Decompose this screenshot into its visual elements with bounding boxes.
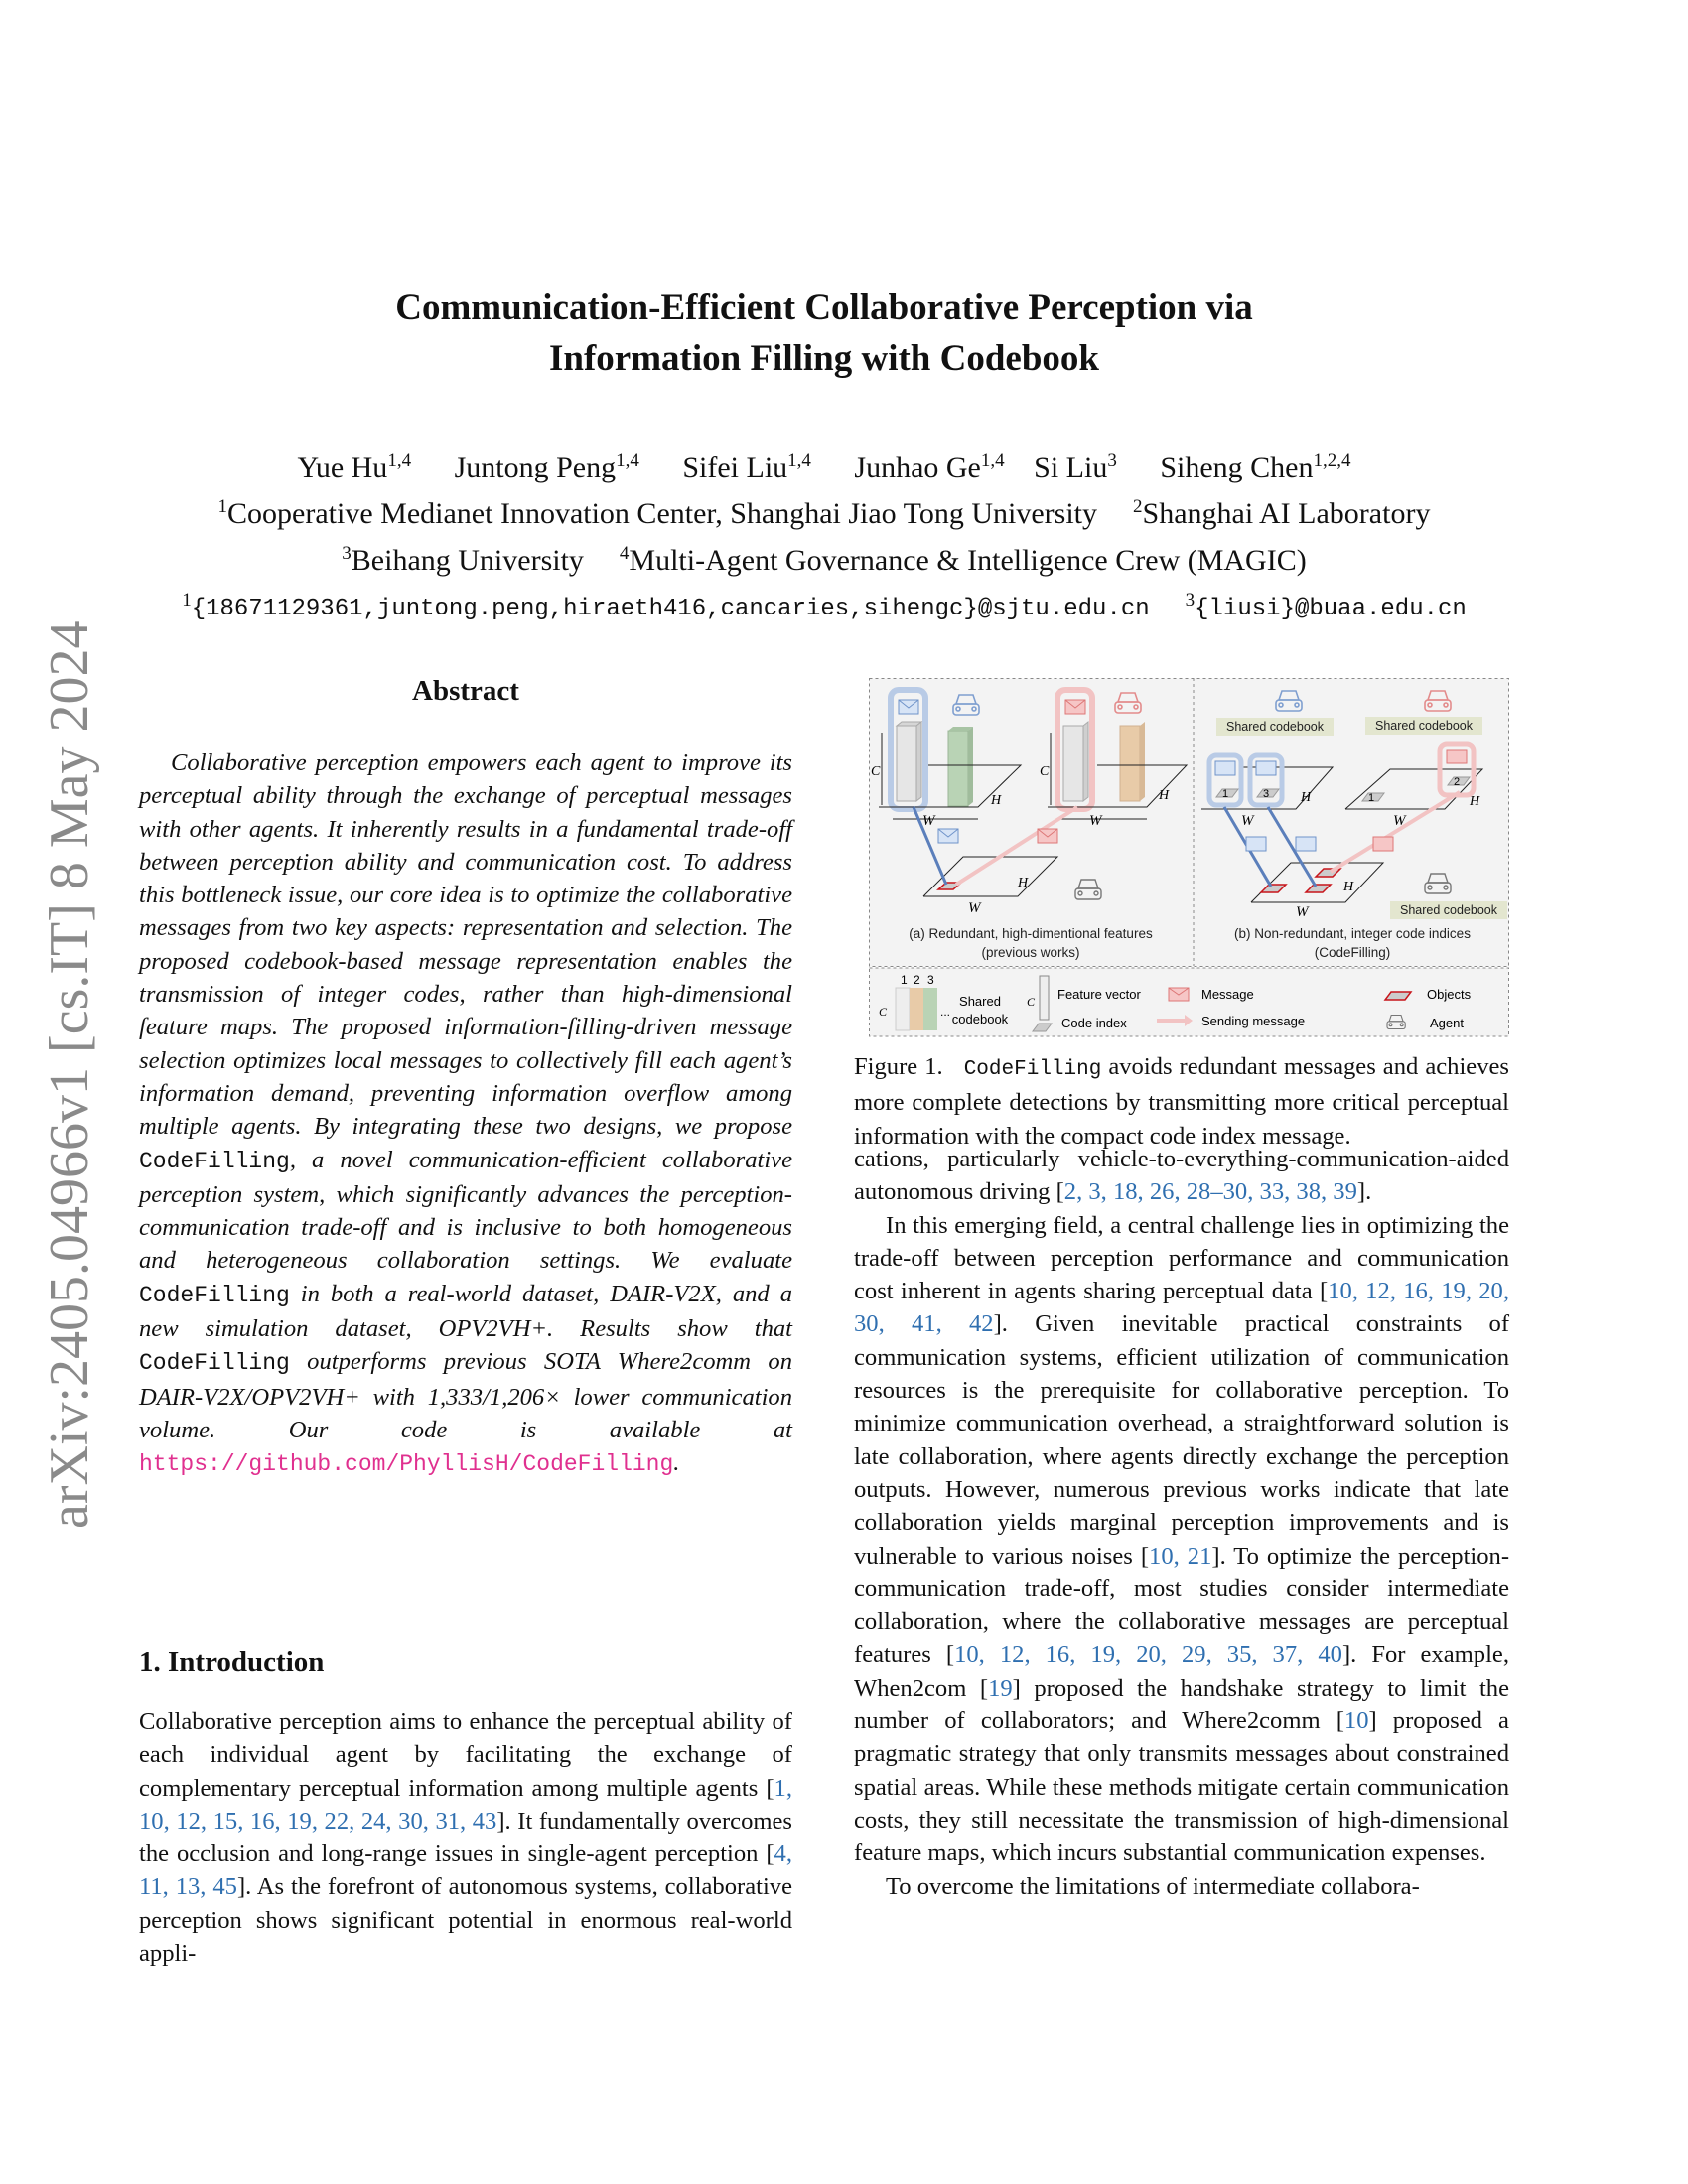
citation-links[interactable]: 4, 11, 13, 45 — [139, 1841, 792, 1901]
svg-text:C: C — [1027, 995, 1036, 1009]
github-link[interactable]: https://github.com/PhyllisH/CodeFilling — [139, 1451, 674, 1478]
section-heading-introduction: 1. Introduction — [139, 1646, 325, 1678]
citation-links[interactable]: 10, 12, 16, 19, 20, 30, 41, 42 — [854, 1278, 1510, 1338]
citation-links[interactable]: 10, 12, 16, 19, 20, 29, 35, 37, 40 — [954, 1641, 1342, 1669]
svg-text:3: 3 — [1262, 788, 1270, 800]
author-block — [0, 441, 1648, 629]
abstract-heading: Abstract — [412, 675, 519, 707]
author: Yue Hu$^{1,4}$ — [297, 450, 412, 483]
author: Sifei Liu$^{1,4}$ — [682, 450, 811, 483]
author: Junhao Ge$^{1,4}$ — [854, 450, 1005, 483]
svg-text:C: C — [871, 764, 881, 779]
right-column-body — [854, 1143, 1509, 1903]
citation-link[interactable]: 19 — [988, 1674, 1013, 1702]
system-name: CodeFilling — [139, 1350, 290, 1377]
intro-paragraph: Collaborative perception aims to enhance the perceptual ability of each individual agent by facilitating the exchange of complementary perceptual information among multiple agents [1, 10, 12, 15, 16, 19, 22, 24, 30, 31, 43]. It fundamentally overcomes the occlusion and long-range issues in single-agent perception [4, 11, 13, 45]. As the forefront of autonomous systems, collaborative perception shows significant potential in enormous real-world appli- — [139, 1708, 792, 1968]
author: Juntong Peng$^{1,4}$ — [454, 450, 639, 483]
svg-text:H: H — [1018, 876, 1029, 890]
svg-text:1: 1 — [1367, 792, 1375, 804]
svg-text:...: ... — [940, 1005, 951, 1019]
svg-text:(a) Redundant, high-dimentiona: (a) Redundant, high-dimentional features — [909, 926, 1153, 941]
svg-text:W: W — [922, 813, 935, 829]
figure-caption: Figure 1. CodeFilling avoids redundant messages and achieves more complete detections by transmitting more critical perceptual information with the compact code index message. — [854, 1053, 1509, 1150]
svg-text:Sending message: Sending message — [1201, 1014, 1306, 1028]
svg-text:Feature vector: Feature vector — [1057, 987, 1141, 1002]
svg-text:Objects: Objects — [1427, 987, 1472, 1002]
affiliation-line-2: $^3$Beihang University $^4$Multi-Agent Governance & Intelligence Crew (MAGIC) — [342, 543, 1307, 577]
svg-text:H: H — [1159, 788, 1170, 803]
svg-text:1: 1 — [1221, 788, 1229, 800]
abstract-paragraph: Collaborative perception empowers each agent to improve its perceptual ability through the exchange of perceptual messages with other agents. It inherently results in a fundamental trade-off between perception ability and communication cost. To address this bottleneck issue, our core idea is to optimize the collaborative messages from two key aspects: representation and selection. The proposed codebook-based message representation enables the transmission of integer codes, rather than high-dimensional feature maps. The proposed information-filling-driven message selection optimizes local messages to collectively fill each agent’s information demand, preventing information overflow among multiple agents. By integrating these two designs, we propose CodeFilling, a novel communication-efficient collaborative perception system, which significantly advances the perception-communication trade-off and is inclusive to both homogeneous and heterogeneous collaboration settings. We evaluate CodeFilling in both a real-world dataset, DAIR-V2X, and a new simulation dataset, OPV2VH+. Results show that CodeFilling outperforms previous SOTA Where2comm on DAIR-V2X/OPV2VH+ with 1,333/1,206× lower communication volume. Our code is available at https://github.com/PhyllisH/CodeFilling. — [139, 750, 792, 1478]
email-buaa: {liusi}@buaa.edu.cn — [1195, 596, 1467, 622]
system-name: CodeFilling — [139, 1282, 290, 1308]
svg-text:(b) Non-redundant, integer cod: (b) Non-redundant, integer code indices — [1234, 926, 1471, 941]
svg-text:3: 3 — [927, 973, 934, 987]
title-line-2: Information Filling with Codebook — [548, 339, 1100, 379]
svg-text:W: W — [1296, 904, 1309, 920]
svg-text:1: 1 — [901, 973, 908, 987]
arxiv-identifier-stamp: arXiv:2405.04966v1 [cs.IT] 8 May 2024 — [39, 620, 100, 1529]
email-line: $^1${18671129361,juntong.peng,hiraeth416,cancaries,sihengc}@sjtu.edu.cn $^3${liusi}@buaa.edu.cn — [182, 590, 1467, 622]
intro-continuation: cations, particularly vehicle-to-everything-communication-aided autonomous driving [2, 3, 18, 26, 28–30, 33, 38, 39]. — [854, 1146, 1509, 1206]
system-name: CodeFilling — [963, 1058, 1102, 1081]
author: Si Liu$^3$ — [1034, 450, 1117, 483]
svg-text:Code index: Code index — [1061, 1016, 1127, 1030]
svg-text:(previous works): (previous works) — [981, 945, 1080, 960]
paper-title — [0, 282, 1648, 385]
svg-text:Message: Message — [1201, 987, 1254, 1002]
svg-text:Shared codebook: Shared codebook — [1226, 720, 1324, 734]
svg-text:2: 2 — [914, 973, 920, 987]
svg-text:H: H — [1470, 794, 1480, 809]
svg-text:Shared codebook: Shared codebook — [1375, 719, 1473, 733]
svg-text:W: W — [1089, 813, 1102, 829]
svg-text:C: C — [1040, 764, 1050, 779]
author: Siheng Chen$^{1,2,4}$ — [1160, 450, 1351, 483]
svg-text:H: H — [991, 793, 1002, 808]
citation-links[interactable]: 1, 10, 12, 15, 16, 19, 22, 24, 30, 31, 43 — [139, 1774, 792, 1835]
introduction-body — [139, 1706, 792, 1970]
email-sjtu: {18671129361,juntong.peng,hiraeth416,cancaries,sihengc}@sjtu.edu.cn — [191, 596, 1150, 622]
citation-links[interactable]: 2, 3, 18, 26, 28–30, 33, 38, 39 — [1063, 1178, 1357, 1206]
author-list — [0, 441, 1648, 487]
system-name: CodeFilling — [139, 1148, 290, 1174]
intro-paragraph: In this emerging field, a central challenge lies in optimizing the trade-off between perception performance and communication cost inherent in agents sharing perceptual data [10, 12, 16, 19, 20, 30, 41, 42]. Given inevitable practical constraints of communication systems, efficient utilization of communication resources is the prerequisite for collaborative perception. To minimize communication overhead, a straightforward solution is late collaboration, where agents directly exchange the perception outputs. However, numerous previous works indicate that late collaboration yields marginal perception improvements and is vulnerable to various noises [10, 21]. To optimize the perception-communication trade-off, most studies consider intermediate collaboration, where the collaborative messages are perceptual features [10, 12, 16, 19, 20, 29, 35, 37, 40]. For example, When2com [19] proposed the handshake strategy to limit the number of collaborators; and Where2comm [10] proposed a pragmatic strategy that only transmits messages about constrained spatial areas. While these methods mitigate certain communication costs, they still necessitate the transmission of high-dimensional feature maps, which incurs substantial communication expenses. — [854, 1211, 1510, 1867]
figure-label: Figure 1. — [854, 1053, 943, 1080]
svg-text:2: 2 — [1453, 776, 1461, 788]
svg-text:H: H — [1343, 880, 1354, 894]
intro-paragraph: To overcome the limitations of intermediate collabora- — [886, 1872, 1420, 1900]
svg-text:Shared codebook: Shared codebook — [1400, 903, 1497, 917]
svg-text:Agent: Agent — [1430, 1016, 1464, 1030]
figure-1 — [869, 678, 1509, 1037]
abstract-body — [139, 747, 792, 1482]
svg-text:codebook: codebook — [951, 1012, 1009, 1026]
svg-text:W: W — [1241, 813, 1254, 829]
svg-text:W: W — [968, 900, 981, 916]
svg-text:C: C — [879, 1005, 888, 1019]
affiliation-line-1: $^1$Cooperative Medianet Innovation Center, Shanghai Jiao Tong University $^2$Shanghai AI Laboratory — [217, 496, 1431, 530]
svg-text:W: W — [1393, 813, 1406, 829]
svg-text:(CodeFilling): (CodeFilling) — [1314, 945, 1391, 960]
svg-text:Shared: Shared — [959, 994, 1001, 1009]
title-line-1: Communication-Efficient Collaborative Perception via — [395, 287, 1253, 328]
svg-text:H: H — [1301, 790, 1312, 805]
citation-link[interactable]: 10 — [1343, 1707, 1369, 1735]
citation-links[interactable]: 10, 21 — [1149, 1542, 1212, 1570]
